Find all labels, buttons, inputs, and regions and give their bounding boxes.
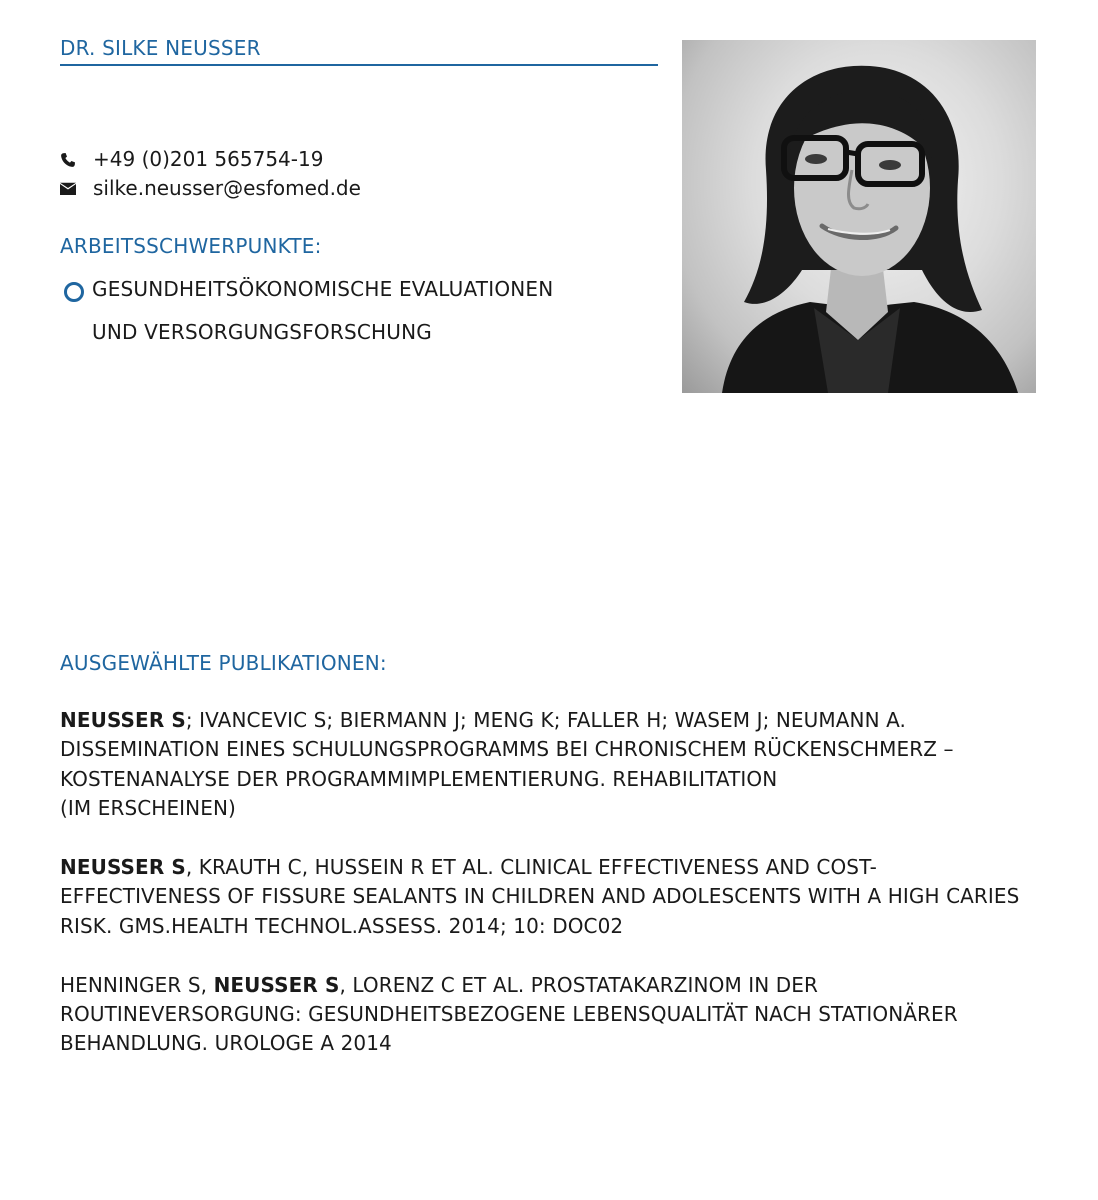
publication-author-highlight: NEUSSER S bbox=[60, 708, 186, 732]
publication-text: , KRAUTH C, HUSSEIN R ET AL. CLINICAL EFFECTIVENESS AND COST-EFFECTIVENESS OF FISSURE SEALANTS IN CHILDREN AND ADOLESCENTS WITH A HIGH CARIES RISK. GMS.HEALTH TECHNOL.ASSESS. 2014; 10: DOC02 bbox=[60, 855, 1020, 938]
envelope-icon bbox=[60, 174, 93, 203]
publications-heading: AUSGEWÄHLTE PUBLIKATIONEN: bbox=[60, 651, 387, 675]
focus-list-item bbox=[64, 278, 553, 354]
phone-number[interactable]: +49 (0)201 565754-19 bbox=[93, 147, 324, 171]
publication-item bbox=[60, 971, 1035, 1059]
circle-bullet-icon bbox=[64, 282, 84, 302]
phone-row bbox=[60, 145, 361, 174]
focus-line-1: GESUNDHEITSÖKONOMISCHE EVALUATIONEN bbox=[92, 277, 554, 301]
focus-heading: ARBEITSSCHWERPUNKTE: bbox=[60, 234, 322, 258]
contact-info bbox=[60, 145, 361, 203]
publication-item bbox=[60, 706, 1035, 824]
publication-author-highlight: NEUSSER S bbox=[60, 855, 186, 880]
publication-text: , LORENZ C ET AL. PROSTATAKARZINOM IN DER ROUTINEVERSORGUNG: GESUNDHEITSBEZOGENE LEBENSQUALITÄT NACH STATIONÄRER BEHANDLUNG. UROLOGE A 2014 bbox=[60, 972, 958, 1056]
name-header bbox=[60, 36, 658, 66]
publication-list bbox=[60, 706, 1035, 1088]
publication-note: (IM ERSCHEINEN) bbox=[60, 796, 236, 821]
email-row bbox=[60, 174, 361, 203]
profile-photo bbox=[682, 40, 1036, 393]
phone-icon bbox=[60, 145, 93, 174]
publication-author-highlight: NEUSSER S bbox=[213, 972, 340, 997]
email-link[interactable]: silke.neusser@esfomed.de bbox=[93, 176, 361, 200]
publication-text: ; IVANCEVIC S; BIERMANN J; MENG K; FALLER H; WASEM J; NEUMANN A. DISSEMINATION EINES SCHULUNGSPROGRAMMS BEI CHRONISCHEM RÜCKENSCHMERZ – KOSTENANALYSE DER PROGRAMMIMPLEMENTIERUNG. REHABILITATION bbox=[60, 708, 954, 791]
publication-item bbox=[60, 853, 1035, 941]
focus-line-2: UND VERSORGUNGSFORSCHUNG bbox=[92, 320, 432, 344]
publication-prefix: HENNINGER S, bbox=[60, 972, 214, 997]
focus-text bbox=[92, 268, 553, 354]
person-name: DR. SILKE NEUSSER bbox=[60, 36, 261, 60]
